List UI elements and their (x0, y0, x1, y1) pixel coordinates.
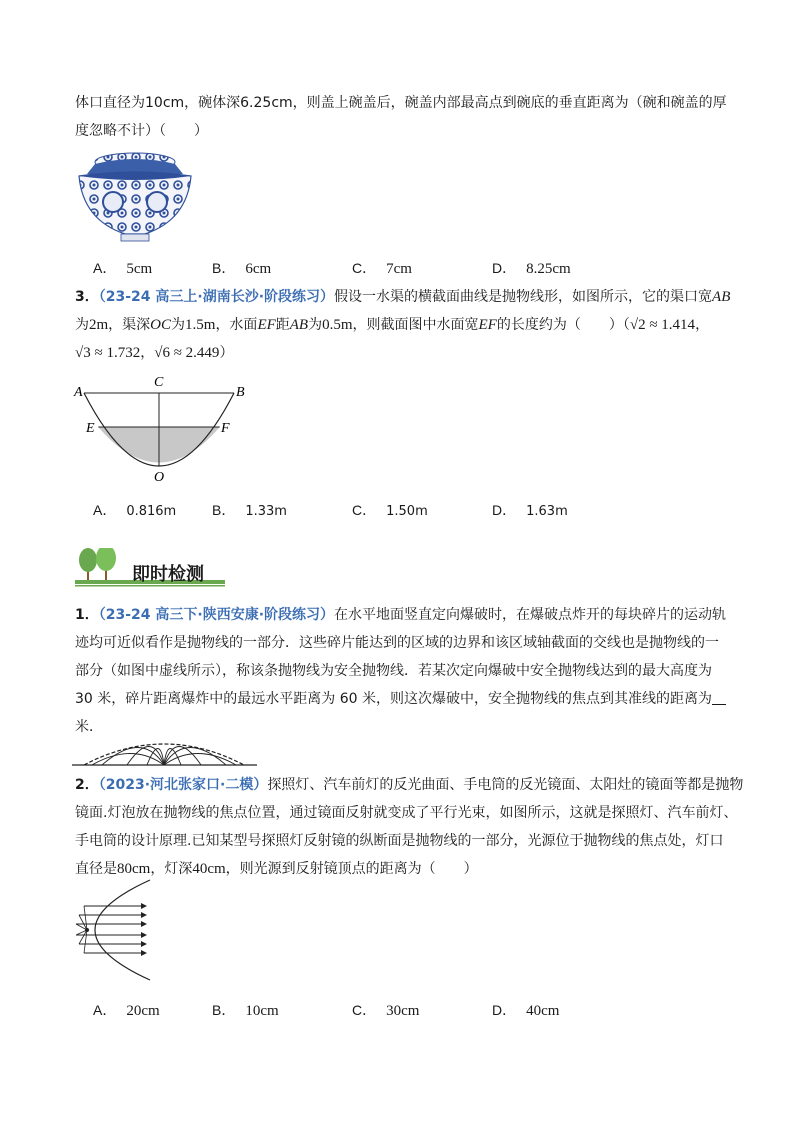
label-c: C (154, 375, 164, 390)
tree-icon (79, 548, 97, 572)
q3-number: 3． (75, 289, 99, 305)
t1-line1: 1．（23-24 高三下·陕西安康·阶段练习）在水平地面竖直定向爆破时，在爆破点炸开的每块碎片的运动轨 (75, 607, 727, 623)
q3-line3: √3 ≈ 1.732，√6 ≈ 2.449） (75, 345, 234, 361)
t2-line4: 直径是80cm，灯深40cm，则光源到反射镜顶点的距离为（ ） (75, 861, 478, 877)
q3-option-d[interactable]: D． 1.63m (492, 502, 568, 519)
q3-option-c[interactable]: C． 1.50m (352, 502, 428, 519)
t1-number: 1． (75, 607, 99, 623)
t2-option-a[interactable]: A． 20cm (93, 1002, 160, 1019)
label-e: E (86, 421, 95, 436)
t2-line2: 镜面.灯泡放在抛物线的焦点位置，通过镜面反射就变成了平行光束，如图所示，这就是探照灯、汽车前灯、 (75, 805, 738, 821)
answer-blank[interactable] (712, 690, 726, 705)
q-prev-option-c[interactable]: C． 7cm (352, 260, 412, 277)
t2-line3: 手电筒的设计原理.已知某型号探照灯反射镜的纵断面是抛物线的一部分，光源位于抛物线的焦点处，灯口 (75, 833, 724, 849)
t2-option-b[interactable]: B． 10cm (212, 1002, 279, 1019)
section-title: 即时检测 (132, 564, 204, 585)
label-a: A (74, 385, 83, 400)
t1-line4: 30 米，碎片距离爆炸中的最远水平距离为 60 米，则这次爆破中，安全抛物线的焦点到其准线的距离为 (75, 689, 726, 709)
explosion-diagram (72, 736, 257, 768)
q-prev-option-b[interactable]: B． 6cm (212, 260, 272, 277)
label-o: O (154, 470, 165, 485)
label-b: B (236, 385, 245, 400)
q-prev-line2: 度忽略不计）（ ） (75, 123, 208, 139)
q-prev-option-a[interactable]: A． 5cm (93, 260, 153, 277)
t1-line2: 迹均可近似看作是抛物线的一部分．这些碎片能达到的区域的边界和该区域轴截面的交线也是抛物线的一 (75, 635, 719, 651)
q3-option-a[interactable]: A． 0.816m (93, 502, 177, 519)
channel-diagram (70, 370, 260, 485)
label-f: F (221, 421, 230, 436)
t2-source-tag[interactable]: （2023·河北张家口·二模） (98, 777, 268, 793)
t1-line5: 米． (75, 719, 103, 735)
t1-source-tag[interactable]: （23-24 高三下·陕西安康·阶段练习） (98, 607, 335, 623)
q3-line1: 3．（23-24 高三上·湖南长沙·阶段练习）假设一水渠的横截面曲线是抛物线形，如图所示，它的渠口宽AB (75, 289, 731, 305)
q3-option-b[interactable]: B． 1.33m (212, 502, 287, 519)
bowl-image (73, 150, 198, 245)
t2-option-c[interactable]: C． 30cm (352, 1002, 420, 1019)
t1-line3: 部分（如图中虚线所示），称该条抛物线为安全抛物线．若某次定向爆破中安全抛物线达到的最大高度为 (75, 663, 712, 679)
q3-source-tag[interactable]: （23-24 高三上·湖南长沙·阶段练习） (98, 289, 335, 305)
q-prev-line1: 体口直径为10cm，碗体深6.25cm，则盖上碗盖后，碗盖内部最高点到碗底的垂直距离为（碗和碗盖的厚 (75, 95, 727, 111)
tree-icon (96, 548, 116, 571)
t2-option-d[interactable]: D． 40cm (492, 1002, 560, 1019)
q3-line2: 为2m，渠深OC为1.5m，水面EF距AB为0.5m，则截面图中水面宽EF的长度约为（ ）（√2 ≈ 1.414， (75, 317, 710, 333)
t2-line1: 2．（2023·河北张家口·二模）探照灯、汽车前灯的反光曲面、手电筒的反光镜面、太阳灶的镜面等都是抛物 (75, 777, 744, 793)
searchlight-diagram (70, 876, 170, 986)
t2-number: 2． (75, 777, 99, 793)
q-prev-option-d[interactable]: D． 8.25cm (492, 260, 571, 277)
